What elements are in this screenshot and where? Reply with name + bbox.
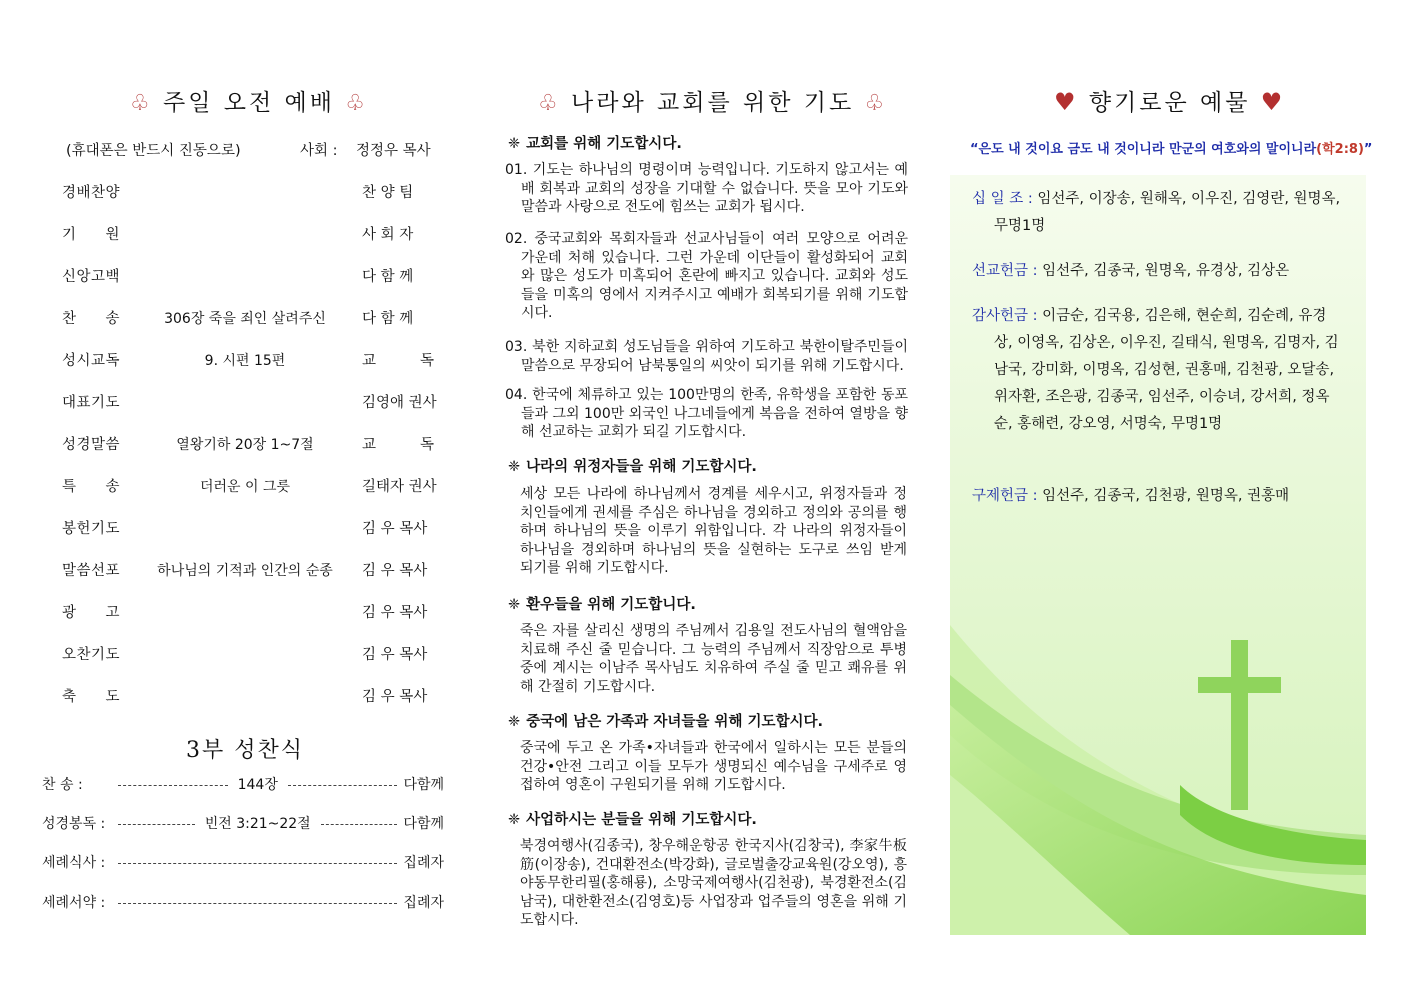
scripture-verse: “은도 내 것이요 금도 내 것이니라 만군의 여호와의 말이니라(학2:8)”: [970, 142, 1373, 157]
host-name: 정정우 목사: [356, 143, 431, 159]
order-item-leader: 찬 양 팀: [362, 185, 414, 201]
order-item-label: 성시교독: [62, 353, 121, 369]
prayer-paragraph: 북경여행사(김종국), 창우해운항공 한국지사(김창국), 李家牛板筋(이장송), 건대환전소(박강화), 글로벌출강교육원(강오영), 흥야동무한리필(홍해룡), 소망국제여행사(김천광), 북경환전소(김남국), 대한환전소(김영호)등 사업장과 업주들의 영혼을 위해 기도합시다.: [520, 838, 907, 928]
asterisk-icon: ❈: [508, 714, 521, 730]
prayer-title-row: [538, 84, 887, 117]
sacrament-leader: 다함께: [403, 777, 445, 793]
prayer-paragraph: 02. 중국교회와 목회자들과 선교사님들이 여러 모양으로 어려운 가운데 처해 있습니다. 그런 가운데 이단들이 활성화되어 교회와 많은 성도가 미혹되어 혼란에 빠지고 있습니다. 교회와 성도들을 미혹의 영에서 지켜주시고 예배가 회복되기를 위해 기도합시다.: [505, 231, 908, 321]
order-item-content: 하나님의 기적과 인간의 순종: [157, 563, 333, 579]
offering-title-row: [1054, 84, 1285, 117]
phone-notice: (휴대폰은 반드시 진동으로): [66, 143, 241, 159]
order-item-content: 9. 시편 15편: [204, 353, 286, 369]
order-item-label: 대표기도: [62, 395, 121, 411]
order-item-leader: 김 우 목사: [362, 605, 428, 621]
offering-names: 임선주, 김종국, 김천광, 원명옥, 권홍매: [1042, 488, 1290, 504]
club-icon: ♧: [538, 91, 561, 116]
sacrament-leader: 집례자: [403, 855, 444, 871]
club-icon: ♧: [345, 91, 369, 116]
prayer-paragraph: 세상 모든 나라에 하나님께서 경계를 세우시고, 위정자들과 정치인들에게 권세를 주심은 하나님을 경외하고 정의와 공의를 행하며 하나님의 뜻을 이루기 위함입니다. 각 나라의 위정자들이 하나님을 경외하며 하나님의 뜻을 실현하는 도구로 쓰임 받게 되기를 위해 기도합시다.: [520, 486, 907, 576]
prayer-title: 나라와 교회를 위한 기도: [571, 90, 855, 116]
order-item-label: 봉헌기도: [62, 521, 121, 537]
cross-vertical: [1231, 640, 1248, 810]
order-item-label: 성경말씀: [62, 437, 121, 453]
heart-icon: ♥: [1054, 88, 1079, 116]
dashed-leader: [321, 824, 398, 825]
order-item-label: 오찬기도: [62, 647, 121, 663]
sacrament-title: 3부 성찬식: [186, 738, 304, 763]
offering-type: 선교헌금 :: [972, 263, 1038, 279]
order-item-leader: 다 함 께: [362, 311, 414, 327]
sacrament-content: 빈전 3:21~22절: [204, 816, 311, 832]
sacrament-row: [42, 852, 444, 872]
sacrament-leader: 집례자: [403, 895, 444, 911]
offering-type: 십 일 조 :: [972, 191, 1033, 207]
order-item-label: 말씀선포: [62, 563, 121, 579]
section-heading: ❈ 교회를 위해 기도합시다.: [508, 136, 682, 152]
dashed-leader: [118, 863, 397, 864]
order-item-leader: 길태자 권사: [362, 479, 437, 495]
club-icon: ♧: [864, 91, 888, 116]
prayer-paragraph: 중국에 두고 온 가족•자녀들과 한국에서 일하시는 모든 분들의 건강•안전 그리고 이들 모두가 생명되신 예수님을 구세주로 영접하여 영혼이 구원되기를 위해 기도합시다.: [520, 740, 907, 793]
verse-reference: (학2:8): [1316, 142, 1364, 157]
sacrament-leader: 다함께: [403, 816, 444, 832]
sacrament-row: [42, 813, 444, 833]
offering-names: 이금순, 김국용, 김은해, 현순희, 김순례, 유경상, 이영옥, 김상온, 이우진, 길태식, 원명옥, 김명자, 김남국, 강미화, 이명옥, 김성현, 권홍매, 김천광, 오달송, 위자환, 조은광, 김종국, 임선주, 이승녀, 강서희, 정옥순, 홍해련, 강오영, 서명숙, 무명1명: [994, 308, 1339, 432]
asterisk-icon: ❈: [508, 597, 521, 613]
dashed-leader: [118, 785, 228, 786]
prayer-paragraph: 03. 북한 지하교회 성도님들을 위하여 기도하고 북한이탈주민들이 말씀으로 무장되어 남북통일의 씨앗이 되기를 위해 기도합시다.: [505, 339, 908, 374]
order-item-label: 경배찬양: [62, 185, 121, 201]
order-item-leader: 김영애 권사: [362, 395, 437, 411]
worship-title: 주일 오전 예배: [163, 90, 335, 116]
order-item-content: 더러운 이 그릇: [199, 479, 291, 495]
worship-title-row: [130, 84, 368, 117]
asterisk-icon: ❈: [508, 136, 521, 152]
order-item-leader: 다 함 께: [362, 269, 414, 285]
order-item-label: 찬 송: [62, 311, 120, 327]
section-heading: ❈ 사업하시는 분들을 위해 기도합시다.: [508, 812, 757, 828]
sacrament-label: 세례서약 :: [42, 895, 106, 911]
sacrament-row: [42, 774, 444, 794]
sacrament-label: 찬 송 :: [42, 777, 83, 793]
asterisk-icon: ❈: [508, 459, 521, 475]
dashed-leader: [288, 785, 398, 786]
offering-names: 임선주, 김종국, 원명옥, 유경상, 김상온: [1042, 263, 1290, 279]
offering-entry: [972, 483, 1342, 510]
prayer-paragraph: 01. 기도는 하나님의 명령이며 능력입니다. 기도하지 않고서는 예배 회복과 교회의 성장을 기대할 수 없습니다. 뜻을 모아 기도와 말씀과 사랑으로 전도에 힘쓰는 교회가 됩시다.: [505, 162, 908, 215]
heart-icon: ♥: [1260, 88, 1286, 116]
cross-landscape-image: [950, 175, 1366, 935]
order-item-label: 기 원: [62, 227, 120, 243]
order-item-label: 특 송: [62, 479, 120, 495]
asterisk-icon: ❈: [508, 812, 521, 828]
dashed-leader: [118, 903, 397, 904]
offering-background: [950, 175, 1366, 935]
order-item-leader: 교 독: [362, 353, 434, 369]
order-item-leader: 교 독: [362, 437, 434, 453]
sacrament-content: 144장: [237, 777, 278, 793]
offering-names: 임선주, 이장송, 원해옥, 이우진, 김영란, 원명옥, 무명1명: [994, 191, 1341, 234]
order-item-label: 광 고: [62, 605, 120, 621]
dashed-leader: [118, 824, 195, 825]
offering-type: 구제헌금 :: [972, 488, 1038, 504]
host-label: 사회 :: [300, 143, 338, 159]
order-item-leader: 사 회 자: [362, 227, 414, 243]
order-item-label: 축 도: [62, 689, 120, 705]
prayer-paragraph: 죽은 자를 살리신 생명의 주님께서 김용일 전도사님의 혈액암을 치료해 주신 줄 믿습니다. 그 능력의 주님께서 직장암으로 투병 중에 계시는 이남주 목사님도 치유하여 주실 줄 믿고 쾌유를 위해 간절히 기도합시다.: [520, 623, 907, 695]
offering-panel: [948, 0, 1373, 992]
order-item-content: 열왕기하 20장 1~7절: [176, 437, 314, 453]
section-heading: ❈ 중국에 남은 가족과 자녀들을 위해 기도합시다.: [508, 714, 824, 730]
worship-order-panel: [0, 0, 470, 992]
club-icon: ♧: [130, 91, 153, 116]
offering-entry: [972, 258, 1342, 285]
order-item-label: 신앙고백: [62, 269, 121, 285]
prayer-paragraph: 04. 한국에 체류하고 있는 100만명의 한족, 유학생을 포함한 동포들과 그외 100만 외국인 나그네들에게 복음을 전하여 열방을 향해 선교하는 교회가 되길 기도합시다.: [505, 387, 908, 440]
order-item-content: 306장 죽을 죄인 살려주신: [164, 311, 326, 327]
offering-entry: [972, 303, 1342, 438]
order-item-leader: 김 우 목사: [362, 563, 428, 579]
offering-entry: [972, 186, 1342, 240]
sacrament-row: [42, 892, 444, 912]
section-heading: ❈ 나라의 위정자들을 위해 기도합시다.: [508, 459, 757, 475]
prayer-panel: [500, 0, 910, 992]
sacrament-label: 세례식사 :: [42, 855, 106, 871]
order-item-leader: 김 우 목사: [362, 689, 428, 705]
order-item-leader: 김 우 목사: [362, 521, 428, 537]
section-heading: ❈ 환우들을 위해 기도합니다.: [508, 597, 696, 613]
cross-horizontal: [1198, 677, 1281, 693]
offering-type: 감사헌금 :: [972, 308, 1038, 324]
sacrament-label: 성경봉독 :: [42, 816, 106, 832]
order-item-leader: 김 우 목사: [362, 647, 428, 663]
offering-title: 향기로운 예물: [1088, 90, 1251, 116]
